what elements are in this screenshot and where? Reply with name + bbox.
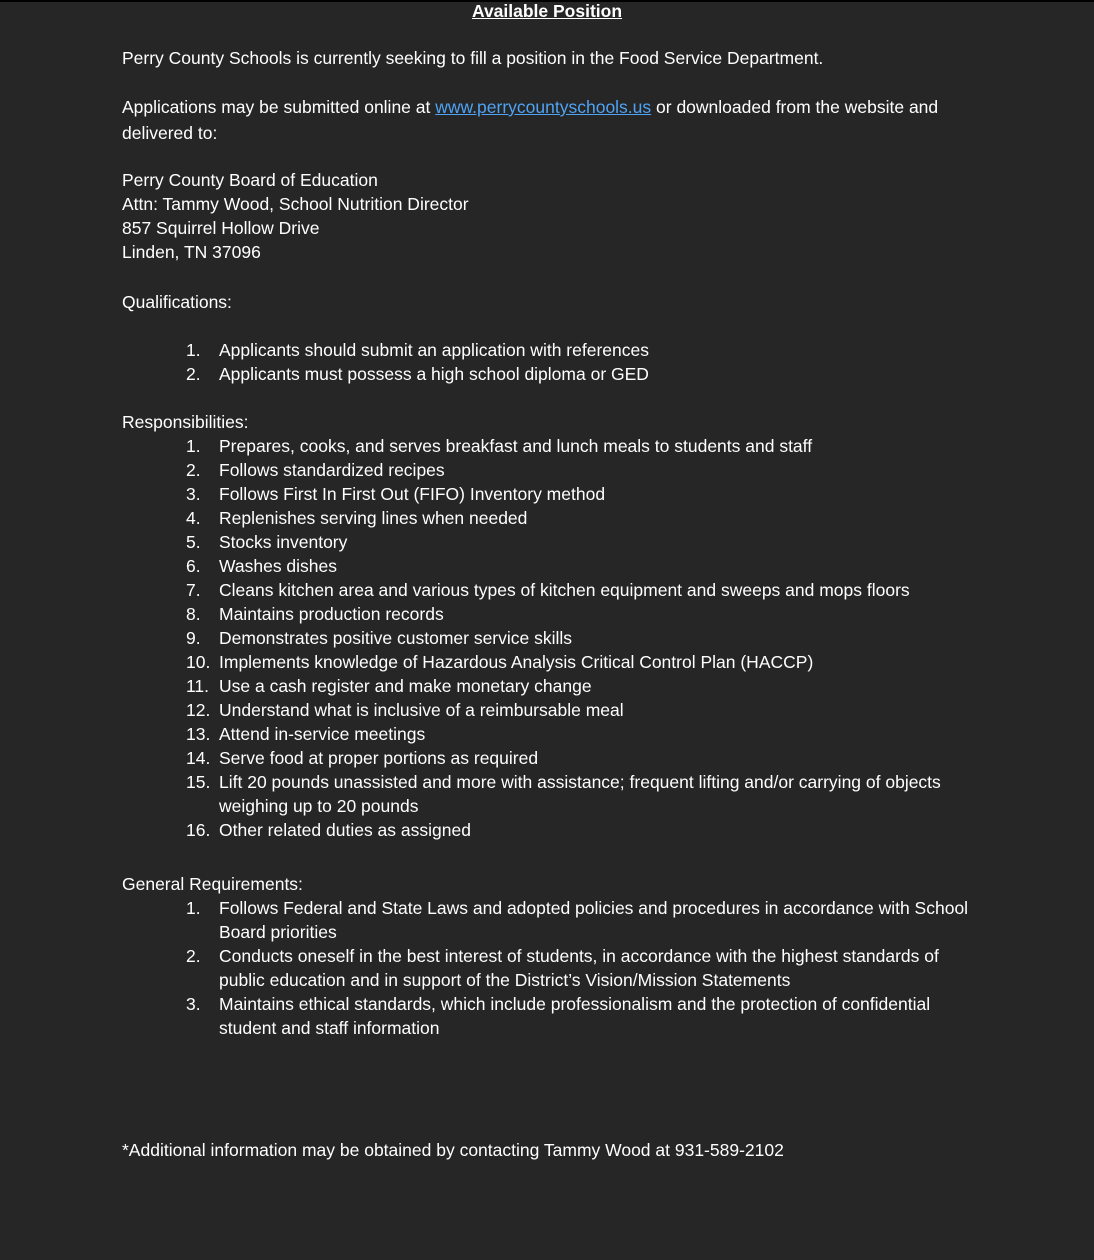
- list-item: [122, 338, 972, 362]
- general-requirements-list: [122, 896, 972, 1040]
- list-item: [122, 554, 972, 578]
- list-item-text: Serve food at proper portions as required: [219, 748, 539, 768]
- list-item-text: Cleans kitchen area and various types of kitchen equipment and sweeps and mops floors: [219, 580, 910, 600]
- list-item: [122, 362, 972, 386]
- apply-text-after: or downloaded from the website and delivered to:: [122, 97, 939, 143]
- general-requirements-heading: General Requirements:: [122, 874, 303, 894]
- list-item: [122, 746, 972, 770]
- list-item: [122, 530, 972, 554]
- list-item-number: 1.: [186, 436, 201, 456]
- list-item-number: 15.: [186, 772, 211, 792]
- list-item-text: Follows First In First Out (FIFO) Inventory method: [219, 484, 606, 504]
- list-item: [122, 674, 972, 698]
- list-item-text: Understand what is inclusive of a reimbursable meal: [219, 700, 624, 720]
- list-item: [122, 818, 972, 842]
- page-title: Available Position: [471, 1, 623, 21]
- list-item-text: Conducts oneself in the best interest of students, in accordance with the highest standards of public education and in support of the District’s Vision/Mission Statements: [219, 946, 939, 990]
- list-item-number: 7.: [186, 580, 201, 600]
- list-item-text: Demonstrates positive customer service skills: [219, 628, 573, 648]
- list-item-text: Attend in-service meetings: [219, 724, 426, 744]
- responsibilities-heading: Responsibilities:: [122, 412, 249, 432]
- list-item-number: 1.: [186, 898, 201, 918]
- list-item-text: Follows standardized recipes: [219, 460, 445, 480]
- list-item-text: Washes dishes: [219, 556, 338, 576]
- address-line-4: Linden, TN 37096: [122, 242, 261, 262]
- list-item-number: 2.: [186, 946, 201, 966]
- list-item: [122, 992, 972, 1040]
- list-item: [122, 944, 972, 992]
- list-item-number: 14.: [186, 748, 211, 768]
- list-item: [122, 506, 972, 530]
- list-item-text: Follows Federal and State Laws and adopted policies and procedures in accordance with School Board priorities: [219, 898, 969, 942]
- mailing-address: [122, 168, 972, 264]
- list-item-number: 10.: [186, 652, 211, 672]
- list-item: [122, 602, 972, 626]
- list-item-text: Implements knowledge of Hazardous Analysis Critical Control Plan (HACCP): [219, 652, 814, 672]
- apply-paragraph: [122, 94, 972, 146]
- list-item-number: 8.: [186, 604, 201, 624]
- list-item-number: 11.: [186, 676, 210, 696]
- list-item-number: 3.: [186, 484, 201, 504]
- contact-footer: *Additional information may be obtained by contacting Tammy Wood at 931-589-2102: [122, 1140, 784, 1160]
- list-item: [122, 434, 972, 458]
- list-item-text: Stocks inventory: [219, 532, 348, 552]
- list-item: [122, 722, 972, 746]
- list-item: [122, 896, 972, 944]
- list-item-number: 2.: [186, 364, 201, 384]
- list-item-text: Other related duties as assigned: [219, 820, 471, 840]
- list-item-number: 2.: [186, 460, 201, 480]
- list-item-text: Maintains production records: [219, 604, 444, 624]
- list-item-number: 6.: [186, 556, 201, 576]
- responsibilities-list: [122, 434, 972, 842]
- list-item: [122, 770, 972, 818]
- list-item-number: 4.: [186, 508, 201, 528]
- address-line-3: 857 Squirrel Hollow Drive: [122, 218, 320, 238]
- intro-paragraph: Perry County Schools is currently seeking to fill a position in the Food Service Department.: [122, 48, 824, 68]
- list-item-text: Applicants should submit an application with references: [219, 340, 649, 360]
- list-item-text: Prepares, cooks, and serves breakfast and lunch meals to students and staff: [219, 436, 813, 456]
- list-item-text: Use a cash register and make monetary change: [219, 676, 592, 696]
- qualifications-list: [122, 338, 972, 386]
- list-item: [122, 698, 972, 722]
- list-item-text: Maintains ethical standards, which include professionalism and the protection of confidential student and staff information: [219, 994, 931, 1038]
- list-item-number: 3.: [186, 994, 201, 1014]
- list-item: [122, 458, 972, 482]
- list-item-number: 16.: [186, 820, 211, 840]
- qualifications-heading: Qualifications:: [122, 292, 232, 312]
- list-item-number: 5.: [186, 532, 201, 552]
- list-item-number: 1.: [186, 340, 201, 360]
- list-item-number: 13.: [186, 724, 211, 744]
- list-item-text: Lift 20 pounds unassisted and more with assistance; frequent lifting and/or carrying of objects weighing up to 20 pounds: [219, 772, 941, 816]
- website-link[interactable]: www.perrycountyschools.us: [435, 97, 652, 117]
- list-item-text: Applicants must possess a high school diploma or GED: [219, 364, 649, 384]
- list-item: [122, 626, 972, 650]
- address-line-1: Perry County Board of Education: [122, 170, 378, 190]
- list-item-text: Replenishes serving lines when needed: [219, 508, 528, 528]
- list-item: [122, 578, 972, 602]
- list-item-number: 12.: [186, 700, 211, 720]
- apply-text-before: Applications may be submitted online at: [122, 97, 436, 117]
- list-item: [122, 650, 972, 674]
- list-item: [122, 482, 972, 506]
- list-item-number: 9.: [186, 628, 201, 648]
- address-line-2: Attn: Tammy Wood, School Nutrition Director: [122, 194, 469, 214]
